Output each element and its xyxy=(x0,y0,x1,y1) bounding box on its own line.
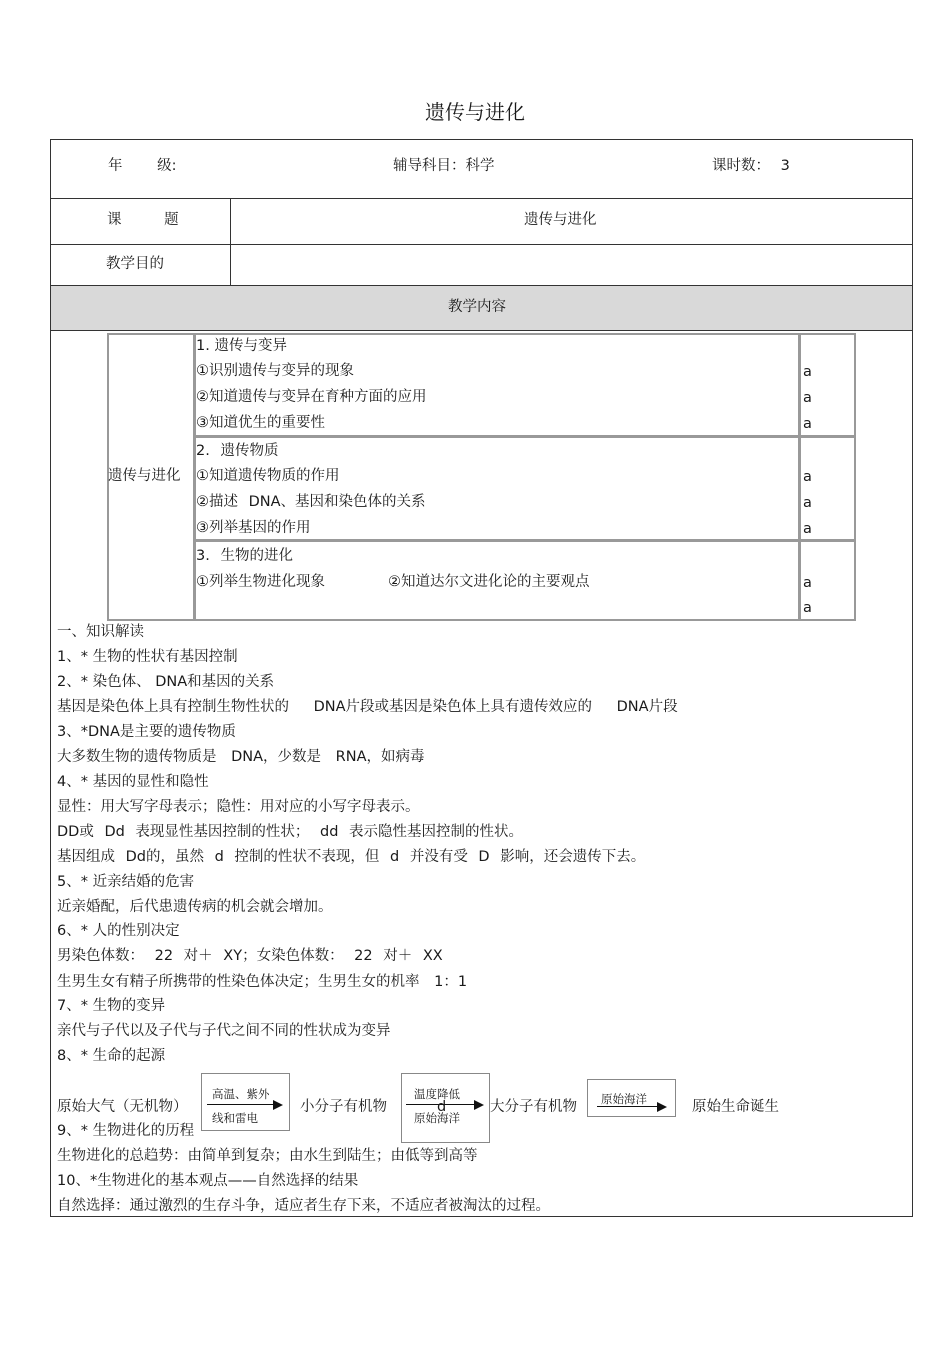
section-item: ①识别遗传与变异的现象 xyxy=(196,363,354,379)
flow-start: 原始大气（无机物） xyxy=(57,1099,188,1115)
flow-box-3-top: 原始海洋 xyxy=(601,1092,647,1106)
level-mark: a xyxy=(803,575,812,591)
section-heading: 一、知识解读 xyxy=(57,624,144,640)
hours-label: 课时数： 3 xyxy=(712,158,790,174)
body-line: DD或 Dd 表现显性基因控制的性状； dd 表示隐性基因控制的性状。 xyxy=(57,824,524,840)
section-item: ①知道遗传物质的作用 xyxy=(196,468,340,484)
level-mark: a xyxy=(803,469,812,485)
body-line: 生男生女有精子所携带的性染色体决定；生男生女的机率 1：1 xyxy=(57,974,468,990)
level-mark: a xyxy=(803,521,812,537)
flow-box-2-extra: d xyxy=(437,1099,447,1115)
flow-box-1-top: 高温、紫外 xyxy=(212,1087,270,1101)
section-item: ③列举基因的作用 xyxy=(196,520,311,536)
body-line: 8、* 生命的起源 xyxy=(57,1048,166,1064)
level-mark: a xyxy=(803,390,812,406)
section-heading: 2. 遗传物质 xyxy=(196,443,279,459)
body-line: 2、* 染色体、 DNA和基因的关系 xyxy=(57,674,275,690)
outline-category: 遗传与进化 xyxy=(108,468,181,484)
flow-arrow-3 xyxy=(597,1106,659,1107)
section-item: ①列举生物进化现象 xyxy=(196,574,325,590)
flow-mid-1: 小分子有机物 xyxy=(300,1099,387,1115)
body-line: 5、* 近亲结婚的危害 xyxy=(57,874,195,890)
body-line: 6、* 人的性别决定 xyxy=(57,923,180,939)
table-divider xyxy=(50,244,913,245)
body-line: 基因组成 Dd的，虽然 d 控制的性状不表现，但 d 并没有受 D 影响，还会遗传下去。 xyxy=(57,849,646,865)
flow-box-2-top: 温度降低 xyxy=(414,1087,460,1101)
section-item: ②描述 DNA、基因和染色体的关系 xyxy=(196,494,426,510)
page-title: 遗传与进化 xyxy=(425,100,525,124)
objective-label: 教学目的 xyxy=(106,256,164,272)
arrow-right-icon xyxy=(474,1100,484,1110)
table-border-left xyxy=(50,139,51,1217)
body-line: 4、* 基因的显性和隐性 xyxy=(57,774,209,790)
table-divider xyxy=(50,330,913,331)
body-line: 3、*DNA是主要的遗传物质 xyxy=(57,724,236,740)
flow-end: 原始生命诞生 xyxy=(692,1099,779,1115)
body-line: 1、* 生物的性状有基因控制 xyxy=(57,649,238,665)
arrow-right-icon xyxy=(657,1102,667,1112)
level-mark: a xyxy=(803,600,812,616)
arrow-right-icon xyxy=(273,1100,283,1110)
body-line: 自然选择：通过激烈的生存斗争，适应者生存下来，不适应者被淘汰的过程。 xyxy=(57,1198,550,1214)
table-divider xyxy=(50,198,913,199)
body-line: 亲代与子代以及子代与子代之间不同的性状成为变异 xyxy=(57,1023,391,1039)
body-line: 10、*生物进化的基本观点——自然选择的结果 xyxy=(57,1173,359,1189)
section-heading: 3. 生物的进化 xyxy=(196,548,293,564)
topic-label: 课 题 xyxy=(107,212,179,228)
topic-value: 遗传与进化 xyxy=(524,212,597,228)
body-line: 9、* 生物进化的历程 xyxy=(57,1123,195,1139)
section-item: ③知道优生的重要性 xyxy=(196,415,325,431)
section-item: ②知道遗传与变异在育种方面的应用 xyxy=(196,389,427,405)
label-column-divider xyxy=(230,198,231,285)
section-heading: 1. 遗传与变异 xyxy=(196,338,287,354)
table-border-top xyxy=(50,139,913,140)
body-line: 7、* 生物的变异 xyxy=(57,998,166,1014)
body-line: 近亲婚配，后代患遗传病的机会就会增加。 xyxy=(57,899,333,915)
body-line: 生物进化的总趋势：由简单到复杂；由水生到陆生；由低等到高等 xyxy=(57,1148,478,1164)
body-line: 大多数生物的遗传物质是 DNA，少数是 RNA，如病毒 xyxy=(57,749,425,765)
flow-box-2-bottom: 原始海洋 xyxy=(414,1111,460,1125)
level-mark: a xyxy=(803,364,812,380)
flow-mid-2: 大分子有机物 xyxy=(490,1099,577,1115)
level-mark: a xyxy=(803,495,812,511)
body-line: 基因是染色体上具有控制生物性状的 DNA片段或基因是染色体上具有遗传效应的 DNA片段 xyxy=(57,699,678,715)
content-header: 教学内容 xyxy=(448,299,506,315)
table-border-right xyxy=(912,139,913,1217)
grade-label: 年 级: xyxy=(108,158,177,174)
subject-label: 辅导科目：科学 xyxy=(393,158,495,174)
body-line: 显性：用大写字母表示；隐性：用对应的小写字母表示。 xyxy=(57,799,420,815)
flow-arrow-1 xyxy=(207,1104,275,1105)
table-border-bottom xyxy=(50,1216,913,1217)
body-line: 男染色体数： 22 对＋ XY；女染色体数： 22 对＋ XX xyxy=(57,948,443,964)
flow-box-1-bottom: 线和雷电 xyxy=(212,1111,258,1125)
section-item: ②知道达尔文进化论的主要观点 xyxy=(388,574,590,590)
level-mark: a xyxy=(803,416,812,432)
